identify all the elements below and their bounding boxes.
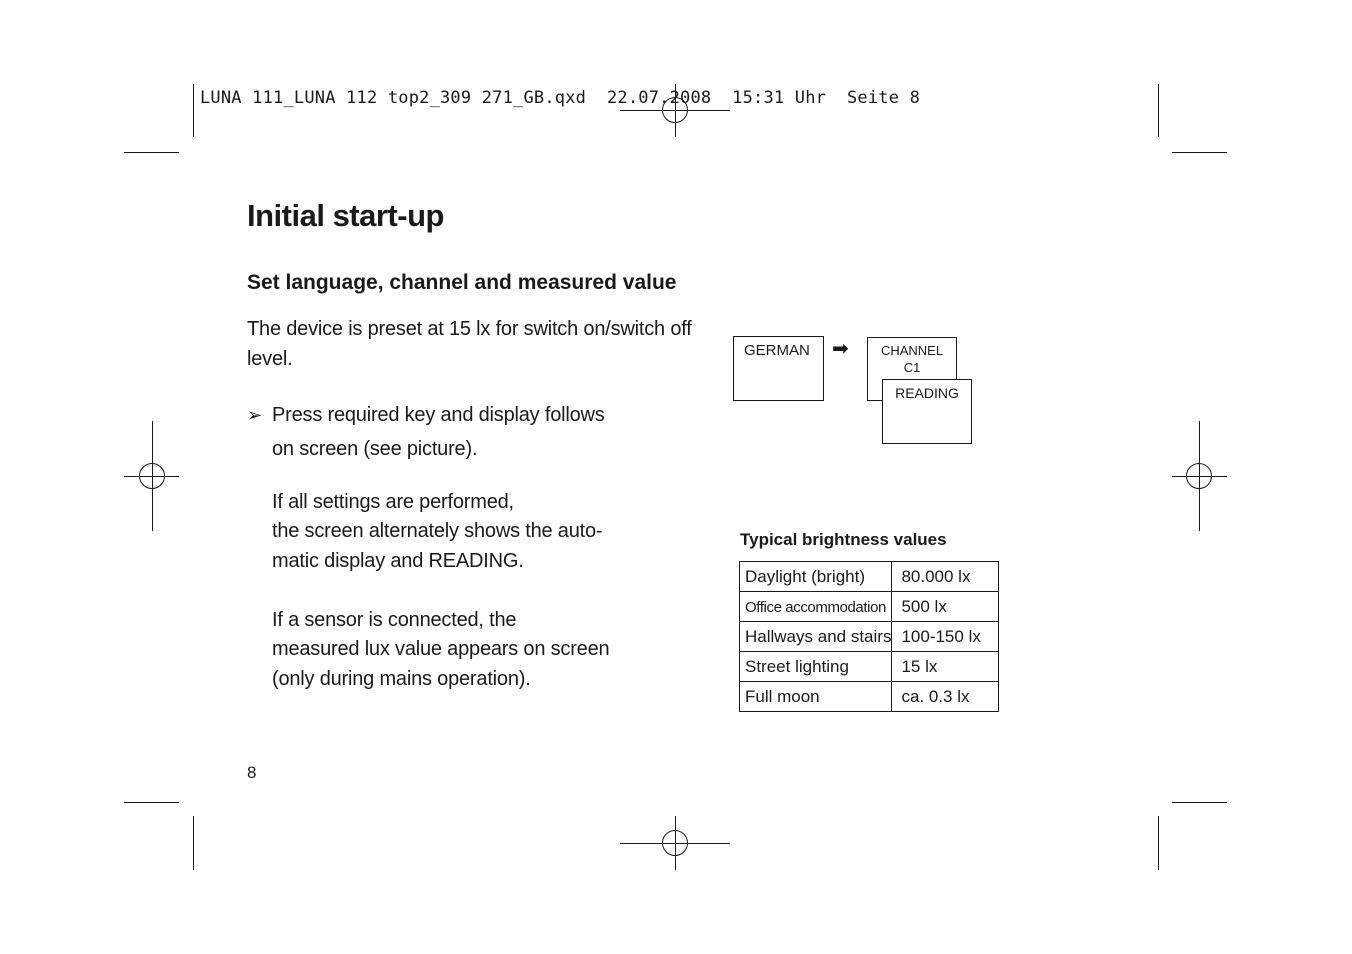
table-row bbox=[740, 622, 999, 652]
sensor-line: (only during mains operation). bbox=[272, 668, 531, 690]
table-row bbox=[740, 592, 999, 622]
settings-line: the screen alternately shows the auto- bbox=[272, 520, 603, 542]
settings-line: If all settings are performed, bbox=[272, 491, 514, 513]
display-box-label bbox=[868, 342, 956, 376]
arrow-bullet-icon: ➢ bbox=[247, 405, 263, 425]
settings-line: matic display and READING. bbox=[272, 550, 524, 572]
intro-line: The device is preset at 15 lx for switch on/switch off bbox=[247, 318, 692, 340]
display-box-german bbox=[733, 336, 824, 401]
right-arrow-icon: ➡ bbox=[832, 338, 849, 360]
table-row bbox=[740, 562, 999, 592]
table-cell-value: ca. 0.3 lx bbox=[892, 682, 999, 712]
page-title: Initial start-up bbox=[247, 198, 444, 233]
table-title: Typical brightness values bbox=[740, 530, 947, 549]
channel-label: CHANNEL bbox=[880, 343, 944, 358]
table-cell-value: 80.000 lx bbox=[892, 562, 999, 592]
display-box-reading bbox=[882, 379, 972, 444]
sensor-line: measured lux value appears on screen bbox=[272, 638, 610, 660]
brightness-table bbox=[739, 561, 999, 712]
table-row bbox=[740, 652, 999, 682]
channel-value: C1 bbox=[903, 360, 921, 375]
section-subtitle: Set language, channel and measured value bbox=[247, 271, 677, 294]
table-cell-text: Office accommodation bbox=[745, 598, 886, 616]
table-cell-label: Full moon bbox=[740, 682, 892, 712]
step-line: on screen (see picture). bbox=[272, 438, 478, 460]
table-cell-value: 500 lx bbox=[892, 592, 999, 622]
display-box-label: READING bbox=[895, 385, 959, 401]
step-line: Press required key and display follows bbox=[272, 404, 605, 426]
table-cell-value: 100-150 lx bbox=[892, 622, 999, 652]
file-slug: LUNA 111_LUNA 112 top2_309 271_GB.qxd 22.07.2008 15:31 Uhr Seite 8 bbox=[200, 88, 921, 108]
table-cell-label: Street lighting bbox=[740, 652, 892, 682]
table-cell-value: 15 lx bbox=[892, 652, 999, 682]
table-cell-label: Daylight (bright) bbox=[740, 562, 892, 592]
page-number: 8 bbox=[247, 763, 257, 782]
table-row bbox=[740, 682, 999, 712]
sensor-line: If a sensor is connected, the bbox=[272, 609, 517, 631]
table-cell-label bbox=[740, 592, 892, 622]
table-cell-label: Hallways and stairs bbox=[740, 622, 892, 652]
display-box-label: GERMAN bbox=[744, 342, 810, 359]
intro-line: level. bbox=[247, 348, 293, 370]
